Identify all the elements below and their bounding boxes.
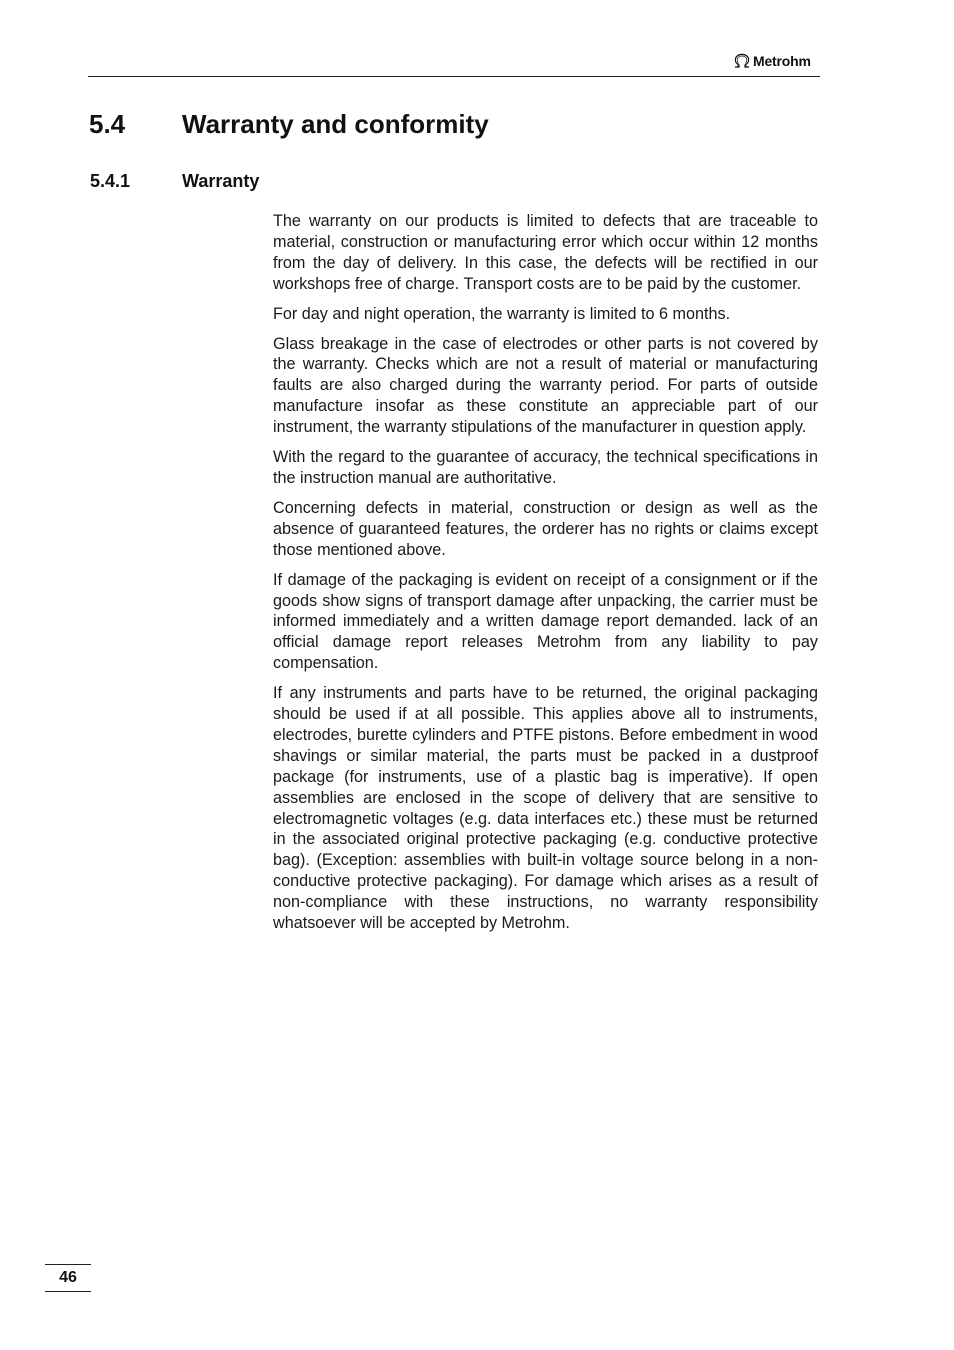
subsection-number: 5.4.1 [90, 171, 131, 191]
brand-name: Metrohm [753, 53, 811, 69]
omega-logo-icon [733, 53, 751, 69]
subsection-title: Warranty [182, 171, 260, 191]
section-title: Warranty and conformity [182, 109, 489, 139]
brand-logo [733, 51, 811, 71]
paragraph: If damage of the packaging is evident on receipt of a consignment or if the goods show signs of transport damage after unpacking, the carrier must be informed immediately and a written damage report demanded. lack of an official damage report releases Metrohm from any liability to pay compensation. [273, 570, 818, 673]
page-number [45, 1264, 91, 1292]
body-text [273, 211, 818, 943]
paragraph: The warranty on our products is limited to defects that are traceable to material, construction or manufacturing error which occur within 12 months from the day of delivery. In this case, the defects will be rectified in our workshops free of charge. Transport costs are to be paid by the customer. [273, 212, 818, 293]
paragraph: Concerning defects in material, construction or design as well as the absence of guaranteed features, the orderer has no rights or claims except those mentioned above. [273, 498, 818, 559]
header-rule [88, 76, 820, 77]
paragraph: Glass breakage in the case of electrodes or other parts is not covered by the warranty. Checks which are not a result of material or manufacturing faults are also charged during the warranty period. For parts of outside manufacture insofar as these constitute an appreciable part of our instrument, the warranty stipulations of the manufacturer in question apply. [273, 334, 818, 437]
paragraph: If any instruments and parts have to be returned, the original packaging should be used if at all possible. This applies above all to instruments, electrodes, burette cylinders and PTFE pistons. Before embedment in wood shavings or similar material, the parts must be packed in a dustproof package (for instruments, use of a plastic bag is imperative). If open assemblies are enclosed in the scope of delivery that are sensitive to electromagnetic voltages (e.g. data interfaces etc.) these must be returned in the associated original protective packaging (e.g. conductive protective bag). (Exception: assemblies with built-in voltage source belong in a non-conductive protective packaging). For damage which arises as a result of non-compliance with these instructions, no warranty responsibility whatsoever will be accepted by Metrohm. [273, 684, 818, 933]
page-number-text: 46 [59, 1269, 77, 1286]
paragraph: For day and night operation, the warranty is limited to 6 months. [273, 304, 731, 323]
paragraph: With the regard to the guarantee of accuracy, the technical specifications in the instruction manual are authoritative. [273, 448, 818, 487]
section-number: 5.4 [89, 109, 126, 139]
